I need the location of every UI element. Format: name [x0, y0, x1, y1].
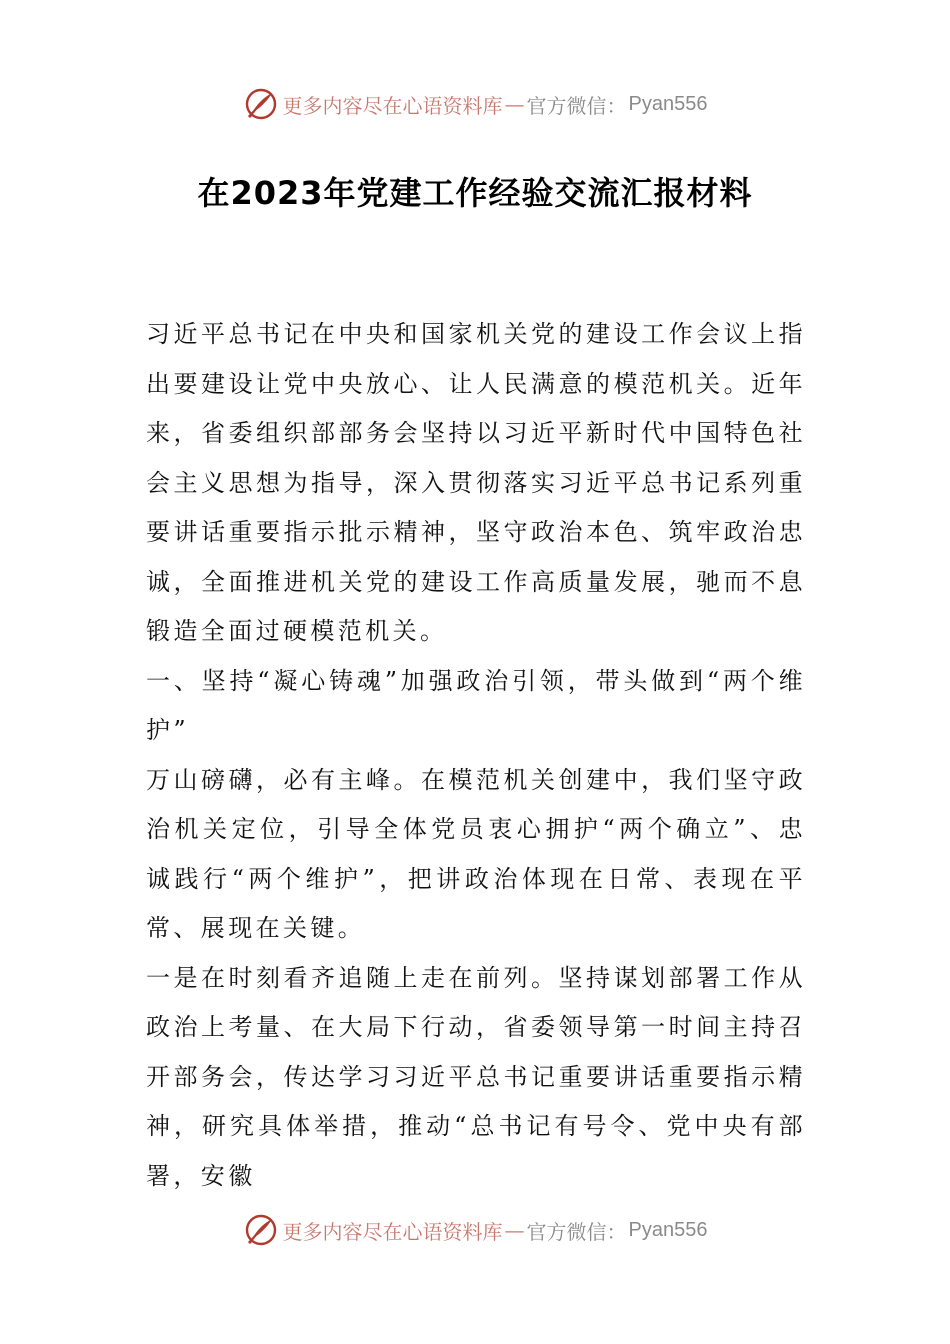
banner-official-label: 官方微信：: [526, 1219, 627, 1244]
quill-logo-icon: [243, 86, 279, 122]
banner-separator: —: [504, 1218, 525, 1242]
paragraph-intro: 习近平总书记在中央和国家机关党的建设工作会议上指出要建设让党中央放心、让人民满意的模范机关。近年来，省委组织部部务会坚持以习近平新时代中国特色社会主义思想为指导，深入贯彻落实习近平总书记系列重要讲话重要指示批示精神，坚守政治本色、筑牢政治忠诚，全面推进机关党的建设工作高质量发展，驰而不息锻造全面过硬模范机关。: [146, 320, 806, 645]
banner-wechat-id: Pyan556: [628, 1218, 708, 1241]
banner-text: 更多内容尽在心语资料库: [282, 1219, 503, 1244]
banner-wechat-id: Pyan556: [628, 92, 708, 115]
footer-watermark-banner: [0, 1210, 950, 1250]
document-title: 在2023年党建工作经验交流汇报材料: [197, 174, 753, 212]
header-watermark-banner: [0, 84, 950, 124]
banner-text: 更多内容尽在心语资料库: [282, 93, 503, 118]
paragraph-point-1: 一是在时刻看齐追随上走在前列。坚持谋划部署工作从政治上考量、在大局下行动，省委领导第一时间主持召开部务会，传达学习习近平总书记重要讲话重要指示精神，研究具体举措，推动“总书记有号令、党中央有部署，安徽: [146, 963, 806, 1190]
section-heading-1: 一、坚持“凝心铸魂”加强政治引领，带头做到“两个维护”: [146, 666, 806, 744]
document-body: [146, 310, 806, 1201]
paragraph-section-1: 万山磅礴，必有主峰。在模范机关创建中，我们坚守政治机关定位，引导全体党员衷心拥护“两个确立”、忠诚践行“两个维护”，把讲政治体现在日常、表现在平常、展现在关键。: [146, 765, 806, 942]
banner-separator: —: [504, 92, 525, 116]
banner-official-label: 官方微信：: [526, 93, 627, 118]
quill-logo-icon: [243, 1212, 279, 1248]
